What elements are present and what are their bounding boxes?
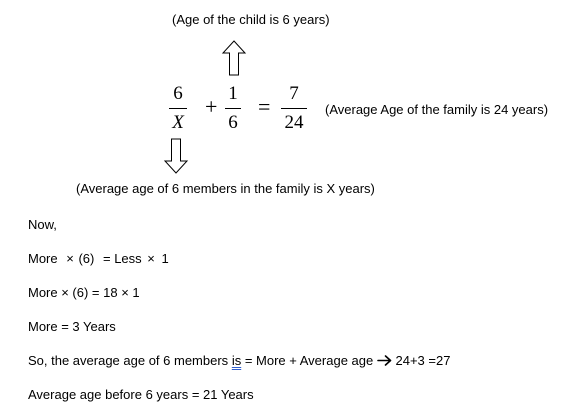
fraction-numerator: 7 bbox=[289, 83, 299, 104]
fraction-numerator: 1 bbox=[228, 83, 238, 104]
fraction-1-over-6 bbox=[225, 84, 241, 132]
more-text: More bbox=[28, 251, 58, 266]
fraction-denominator: 6 bbox=[228, 112, 238, 134]
equation-line-3: More = 3 Years bbox=[28, 319, 116, 334]
now-label: Now, bbox=[28, 217, 57, 232]
family-average-note: (Average Age of the family is 24 years) bbox=[325, 102, 549, 117]
fraction-6-over-x bbox=[169, 84, 187, 132]
equation-line-2: More × (6) = 18 × 1 bbox=[28, 285, 140, 300]
line4-start: So, the average age of 6 members bbox=[28, 353, 229, 368]
fraction-denominator: 24 bbox=[284, 112, 304, 134]
up-arrow-icon bbox=[222, 40, 246, 76]
equation-line-1 bbox=[28, 251, 169, 266]
line4-result: 24+3 =27 bbox=[395, 353, 451, 368]
equals-sign: = bbox=[258, 94, 271, 119]
right-arrow-icon bbox=[377, 355, 392, 366]
fraction-7-over-24 bbox=[281, 84, 307, 132]
times-symbol: × bbox=[147, 251, 155, 266]
line4-middle: = More + Average age bbox=[244, 353, 374, 368]
down-arrow-icon bbox=[164, 138, 188, 174]
child-age-note: (Age of the child is 6 years) bbox=[172, 12, 330, 27]
equation-line-5: Average age before 6 years = 21 Years bbox=[28, 387, 254, 402]
less-text: = Less bbox=[102, 251, 142, 266]
times-symbol: × bbox=[66, 251, 74, 266]
fraction-denominator: X bbox=[172, 112, 184, 134]
plus-sign: + bbox=[205, 94, 218, 119]
equation-line-4 bbox=[28, 353, 450, 368]
is-text: is bbox=[231, 353, 242, 368]
one-text: 1 bbox=[161, 251, 169, 266]
fraction-numerator: 6 bbox=[173, 83, 183, 104]
six-text: (6) bbox=[78, 251, 95, 266]
members-average-note: (Average age of 6 members in the family is X years) bbox=[76, 181, 375, 196]
